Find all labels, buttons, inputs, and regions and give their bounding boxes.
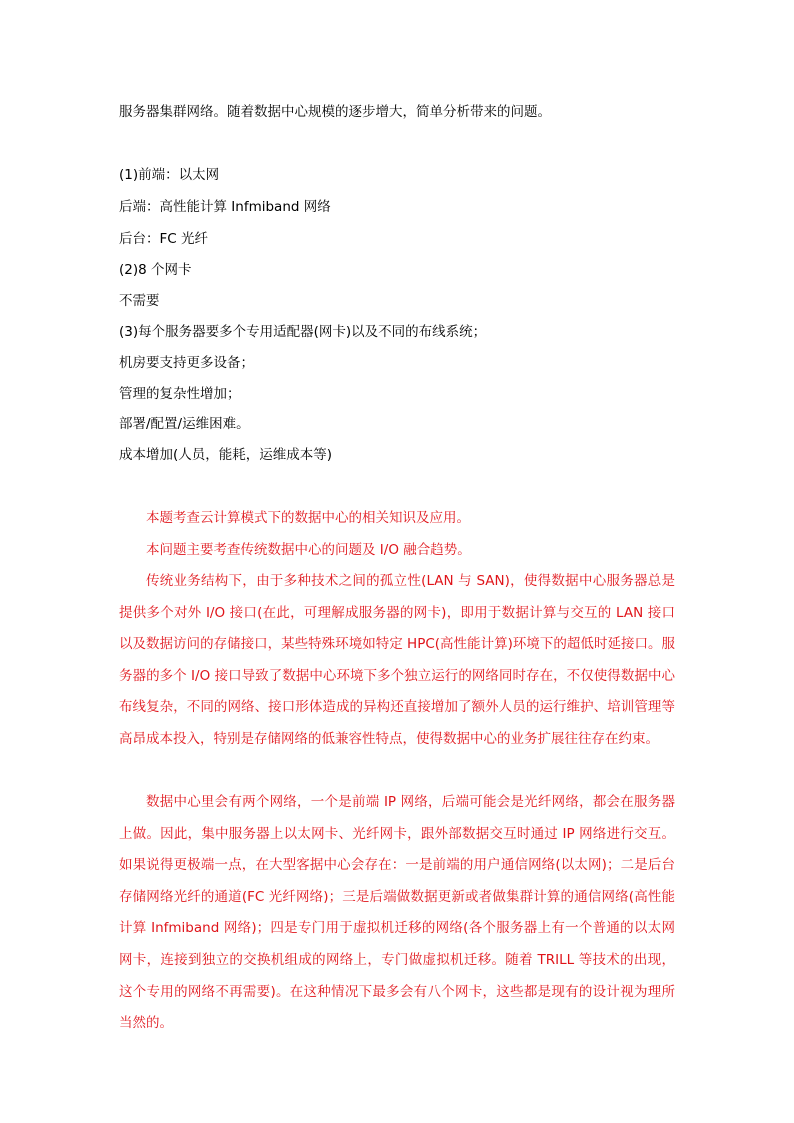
answer-line-2: 后端：高性能计算 Infmiband 网络 — [119, 199, 331, 215]
analysis-paragraph-2: 本问题主要考查传统数据中心的问题及 I/O 融合趋势。 — [146, 542, 471, 558]
intro-text: 服务器集群网络。随着数据中心规模的逐步增大，简单分析带来的问题。 — [119, 104, 551, 120]
answer-line-1: (1)前端：以太网 — [119, 167, 220, 183]
answer-line-4: (2)8 个网卡 — [119, 262, 192, 278]
answer-line-3: 后台：FC 光纤 — [119, 231, 208, 247]
answer-line-8: 管理的复杂性增加； — [119, 386, 241, 402]
answer-line-9: 部署/配置/运维困难。 — [119, 416, 250, 432]
analysis-paragraph-1: 本题考查云计算模式下的数据中心的相关知识及应用。 — [146, 510, 470, 526]
answer-line-5: 不需要 — [119, 293, 160, 309]
analysis-paragraph-3: 传统业务结构下，由于多种技术之间的孤立性(LAN 与 SAN)，使得数据中心服务器总是提供多个对外 I/O 接口(在此，可理解成服务器的网卡)，即用于数据计算与交互的 LAN 接口以及数据访问的存储接口，某些特殊环境如特定 HPC(高性能计算)环境下的超低时延接口。服务器的多个 I/O 接口导致了数据中心环境下多个独立运行的网络同时存在，不仅使得数据中心布线复杂，不同的网络、接口形体造成的异构还直接增加了额外人员的运行维护、培训管理等高昂成本投入，特别是存储网络的低兼容性特点，使得数据中心的业务扩展往往存在约束。 — [119, 573, 675, 747]
answer-line-7: 机房要支持更多设备； — [119, 355, 254, 371]
answer-line-10: 成本增加(人员，能耗，运维成本等) — [119, 447, 333, 463]
answer-line-6: (3)每个服务器要多个专用适配器(网卡)以及不同的布线系统； — [119, 324, 487, 340]
analysis-paragraph-4: 数据中心里会有两个网络，一个是前端 IP 网络，后端可能会是光纤网络，都会在服务器上做。因此，集中服务器上以太网卡、光纤网卡，跟外部数据交互时通过 IP 网络进行交互。如果说得更极端一点，在大型客据中心会存在：一是前端的用户通信网络(以太网)；二是后台存储网络光纤的通道(FC 光纤网络)；三是后端做数据更新或者做集群计算的通信网络(高性能计算 Infmiband 网络)；四是专门用于虚拟机迁移的网络(各个服务器上有一个普通的以太网网卡，连接到独立的交换机组成的网络上，专门做虚拟机迁移。随着 TRILL 等技术的出现，这个专用的网络不再需要)。在这种情况下最多会有八个网卡，这些都是现有的设计视为理所当然的。 — [119, 794, 675, 1032]
